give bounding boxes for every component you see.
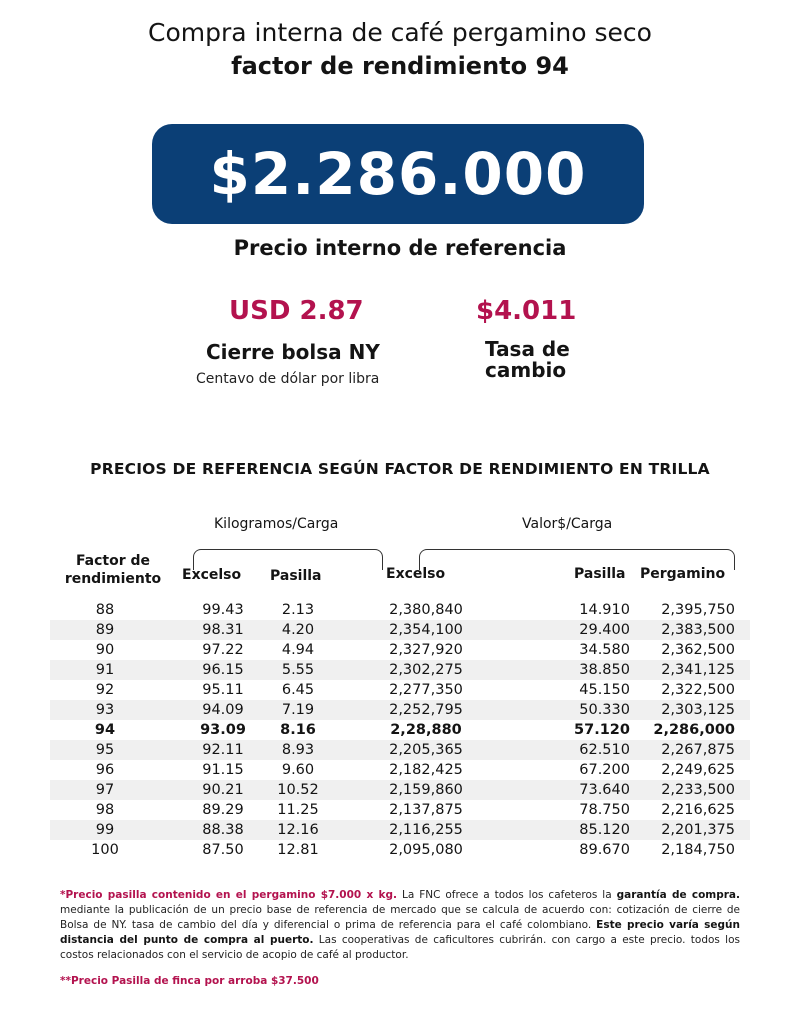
footnote-text: Las cooperativas de caficultores cubrirán. con cargo a este precio. todos los costos relacionados con el servicio de acopio de café al productor. (60, 934, 740, 961)
footnote-pasilla-finca: **Precio Pasilla de finca por arroba $37.500 (60, 975, 319, 987)
cell-excelso-value: 2,354,100 (389, 622, 463, 638)
cell-excelso-value: 2,252,795 (389, 702, 463, 718)
ny-close-value: USD 2.87 (229, 296, 364, 326)
col-header-pasilla-kg: Pasilla (270, 568, 322, 584)
cell-pasilla-kg: 12.81 (277, 842, 319, 858)
price-banner (152, 124, 644, 224)
cell-excelso-value: 2,205,365 (389, 742, 463, 758)
col-header-pasilla-value: Pasilla (574, 566, 626, 582)
cell-pasilla-value: 78.750 (579, 802, 630, 818)
cell-factor: 89 (95, 622, 115, 638)
table-row (50, 640, 750, 660)
cell-pasilla-value: 45.150 (579, 682, 630, 698)
cell-pasilla-value: 50.330 (579, 702, 630, 718)
cell-excelso-kg: 98.31 (202, 622, 244, 638)
cell-pergamino-value: 2,395,750 (661, 602, 735, 618)
cell-pasilla-value: 85.120 (579, 822, 630, 838)
cell-excelso-kg: 96.15 (202, 662, 244, 678)
cell-pasilla-kg: 2.13 (281, 602, 315, 618)
cell-pasilla-kg: 6.45 (281, 682, 315, 698)
cell-pergamino-value: 2,233,500 (661, 782, 735, 798)
cell-pergamino-value: 2,286,000 (653, 722, 735, 738)
table-row (50, 600, 750, 620)
footnote-pasilla-price: *Precio pasilla contenido en el pergamino $7.000 x kg. (60, 889, 398, 901)
footnote-distance: Este precio varía según distancia del punto de compra al puerto. (60, 919, 741, 946)
cell-pasilla-value: 14.910 (579, 602, 630, 618)
col-header-excelso-kg: Excelso (182, 567, 242, 583)
page-title: Compra interna de café pergamino seco (148, 18, 652, 47)
cell-excelso-kg: 94.09 (202, 702, 244, 718)
cell-excelso-kg: 99.43 (202, 602, 244, 618)
cell-excelso-value: 2,159,860 (389, 782, 463, 798)
price-label: Precio interno de referencia (233, 236, 567, 260)
table-title: PRECIOS DE REFERENCIA SEGÚN FACTOR DE RENDIMIENTO EN TRILLA (90, 460, 710, 478)
page-subtitle: factor de rendimiento 94 (231, 52, 569, 80)
ny-close-unit: Centavo de dólar por libra (196, 371, 380, 387)
cell-excelso-kg: 92.11 (202, 742, 244, 758)
cell-factor: 96 (95, 762, 115, 778)
cell-pergamino-value: 2,216,625 (661, 802, 735, 818)
cell-pasilla-kg: 10.52 (277, 782, 319, 798)
cell-excelso-value: 2,28,880 (390, 722, 462, 738)
table-row (50, 780, 750, 800)
cell-factor: 94 (94, 722, 116, 738)
cell-pergamino-value: 2,362,500 (661, 642, 735, 658)
cell-factor: 99 (95, 822, 115, 838)
table-row (50, 700, 750, 720)
cell-pasilla-value: 29.400 (579, 622, 630, 638)
cell-pergamino-value: 2,184,750 (661, 842, 735, 858)
cell-pasilla-kg: 7.19 (281, 702, 315, 718)
cell-pasilla-kg: 4.20 (281, 622, 315, 638)
cell-factor: 91 (95, 662, 115, 678)
cell-excelso-value: 2,380,840 (389, 602, 463, 618)
cell-pasilla-kg: 11.25 (277, 802, 319, 818)
group-header-kg: Kilogramos/Carga (214, 516, 339, 532)
cell-pergamino-value: 2,267,875 (661, 742, 735, 758)
cell-excelso-value: 2,277,350 (389, 682, 463, 698)
table-row (50, 660, 750, 680)
table-row (50, 820, 750, 840)
cell-pasilla-value: 89.670 (579, 842, 630, 858)
cell-factor: 92 (95, 682, 115, 698)
cell-excelso-kg: 91.15 (202, 762, 244, 778)
cell-excelso-kg: 90.21 (202, 782, 244, 798)
cell-factor: 95 (95, 742, 115, 758)
table-row (50, 840, 750, 860)
cell-excelso-kg: 89.29 (202, 802, 244, 818)
cell-excelso-value: 2,302,275 (389, 662, 463, 678)
price-table (50, 600, 750, 860)
cell-excelso-kg: 88.38 (202, 822, 244, 838)
cell-excelso-value: 2,095,080 (389, 842, 463, 858)
cell-pergamino-value: 2,303,125 (661, 702, 735, 718)
cell-pergamino-value: 2,322,500 (661, 682, 735, 698)
cell-excelso-kg: 87.50 (202, 842, 244, 858)
cell-pergamino-value: 2,383,500 (661, 622, 735, 638)
cell-factor: 100 (91, 842, 119, 858)
price-value: $2.286.000 (209, 140, 587, 208)
group-header-value: Valor$/Carga (522, 516, 613, 532)
cell-excelso-value: 2,116,255 (389, 822, 463, 838)
exchange-rate-label: Tasa de cambio (485, 337, 570, 382)
table-row (50, 680, 750, 700)
cell-pasilla-value: 57.120 (574, 722, 630, 738)
footnote-text: La FNC ofrece a todos los cafeteros la (397, 889, 617, 901)
cell-pasilla-value: 73.640 (579, 782, 630, 798)
cell-excelso-value: 2,137,875 (389, 802, 463, 818)
cell-factor: 97 (95, 782, 115, 798)
cell-pergamino-value: 2,341,125 (661, 662, 735, 678)
cell-pasilla-value: 34.580 (579, 642, 630, 658)
footnote (60, 888, 740, 963)
exchange-rate-value: $4.011 (476, 296, 577, 326)
cell-factor: 98 (95, 802, 115, 818)
cell-excelso-kg: 95.11 (202, 682, 244, 698)
table-row (50, 760, 750, 780)
cell-pasilla-kg: 8.16 (280, 722, 316, 738)
col-header-pergamino-value: Pergamino (640, 566, 726, 582)
col-header-excelso-value: Excelso (386, 566, 446, 582)
cell-factor: 93 (95, 702, 115, 718)
cell-pasilla-kg: 5.55 (281, 662, 315, 678)
cell-pasilla-value: 62.510 (579, 742, 630, 758)
cell-pasilla-kg: 8.93 (281, 742, 315, 758)
cell-pasilla-kg: 9.60 (281, 762, 315, 778)
cell-excelso-value: 2,327,920 (389, 642, 463, 658)
cell-factor: 90 (95, 642, 115, 658)
ny-close-label: Cierre bolsa NY (206, 340, 380, 364)
table-row (50, 620, 750, 640)
table-row (50, 800, 750, 820)
cell-excelso-kg: 93.09 (200, 722, 246, 738)
table-row (50, 740, 750, 760)
cell-pasilla-kg: 4.94 (281, 642, 315, 658)
cell-pergamino-value: 2,201,375 (661, 822, 735, 838)
col-header-factor: Factor de rendimiento (64, 553, 162, 587)
table-row (50, 720, 750, 740)
cell-factor: 88 (95, 602, 115, 618)
cell-pasilla-value: 67.200 (579, 762, 630, 778)
cell-excelso-kg: 97.22 (202, 642, 244, 658)
cell-pasilla-kg: 12.16 (277, 822, 319, 838)
cell-pasilla-value: 38.850 (579, 662, 630, 678)
cell-excelso-value: 2,182,425 (389, 762, 463, 778)
cell-pergamino-value: 2,249,625 (661, 762, 735, 778)
footnote-guarantee: garantía de compra. (616, 889, 740, 901)
footnote-text: mediante la publicación de un precio base de referencia de mercado que se calcula de acuerdo con: cotización de cierre de Bolsa de NY. tasa de cambio del día y diferencial o prima de referencia para el café colombiano. (60, 904, 740, 931)
